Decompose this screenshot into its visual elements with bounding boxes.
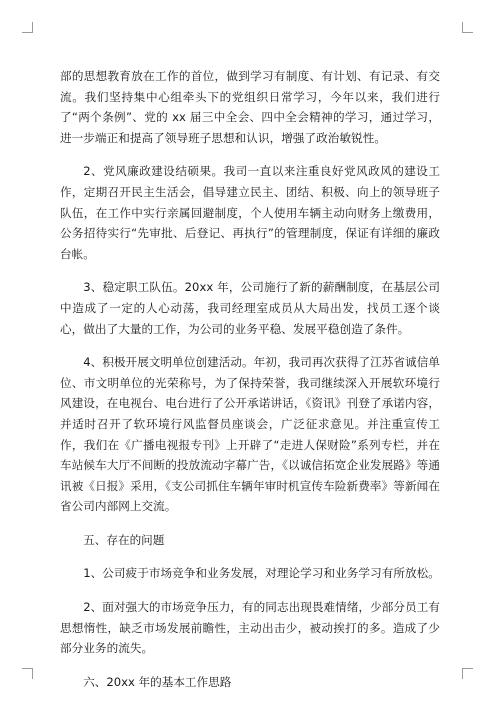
section-heading-problems: 五、存在的问题: [83, 532, 165, 547]
crop-mark-top-right: [462, 22, 473, 33]
document-body: [60, 66, 440, 705]
paragraph-study-system: 部的思想教育放在工作的首位，做到学习有制度、有计划、有记录、有交流。我们坚持集中心组牵头下的党组织日常学习，今年以来，我们进行了“两个条例”、党的 xx 届三中全会、四中全会精神的学习，通过学习，进一步端正和提高了领导班子思想和认识，增强了政治敏锐性。: [60, 69, 440, 145]
crop-mark-bottom-right: [462, 668, 473, 679]
paragraph-staff-stability: 3、稳定职工队伍。20xx 年，公司施行了新的薪酬制度，在基层公司中造成了一定的人心动荡，我司经理室成员从大局出发，找员工逐个谈心，做出了大量的工作，为公司的业务平稳、发展平稳创造了条件。: [60, 280, 440, 336]
paragraph-civilized-unit: 4、积极开展文明单位创建活动。年初，我司再次获得了江苏省诚信单位、市文明单位的光荣称号，为了保持荣誉，我司继续深入开展软环境行风建设，在电视台、电台进行了公开承诺讲话，《资讯》刊登了承诺内容，并适时召开了软环境行风监督员座谈会，广泛征求意见。并注重宣传工作，我们在《广播电视报专刊》上开辟了“走进人保财险”系列专栏，并在车站候车大厅不间断的投放流动字幕广告，《以诚信拓宽企业发展路》等通讯被《日报》采用，《支公司抓住车辆年审时机宣传车险新费率》等新闻在省公司内部网上交流。: [60, 355, 440, 514]
crop-mark-bottom-left: [22, 668, 33, 679]
paragraph-problem-2: 2、面对强大的市场竞争压力，有的同志出现畏难情绪，少部分员工有思想惰性，缺乏市场发展前瞻性，主动出击少，被动挨打的多。造成了少部分业务的流失。: [60, 600, 440, 656]
section-heading-work-plan: 六、20xx 年的基本工作思路: [83, 674, 232, 689]
paragraph-clean-governance: 2、党风廉政建设结硕果。我司一直以来注重良好党风政风的建设工作，定期召开民主生活会，倡导建立民主、团结、积极、向上的领导班子队伍，在工作中实行亲属回避制度，个人使用车辆主动向财务上缴费用，公务招待实行“先审批、后登记、再执行”的管理制度，保证有详细的廉政台帐。: [60, 164, 440, 261]
crop-mark-top-left: [22, 22, 33, 33]
paragraph-problem-1: 1、公司疲于市场竞争和业务发展，对理论学习和业务学习有所放松。: [83, 566, 440, 581]
